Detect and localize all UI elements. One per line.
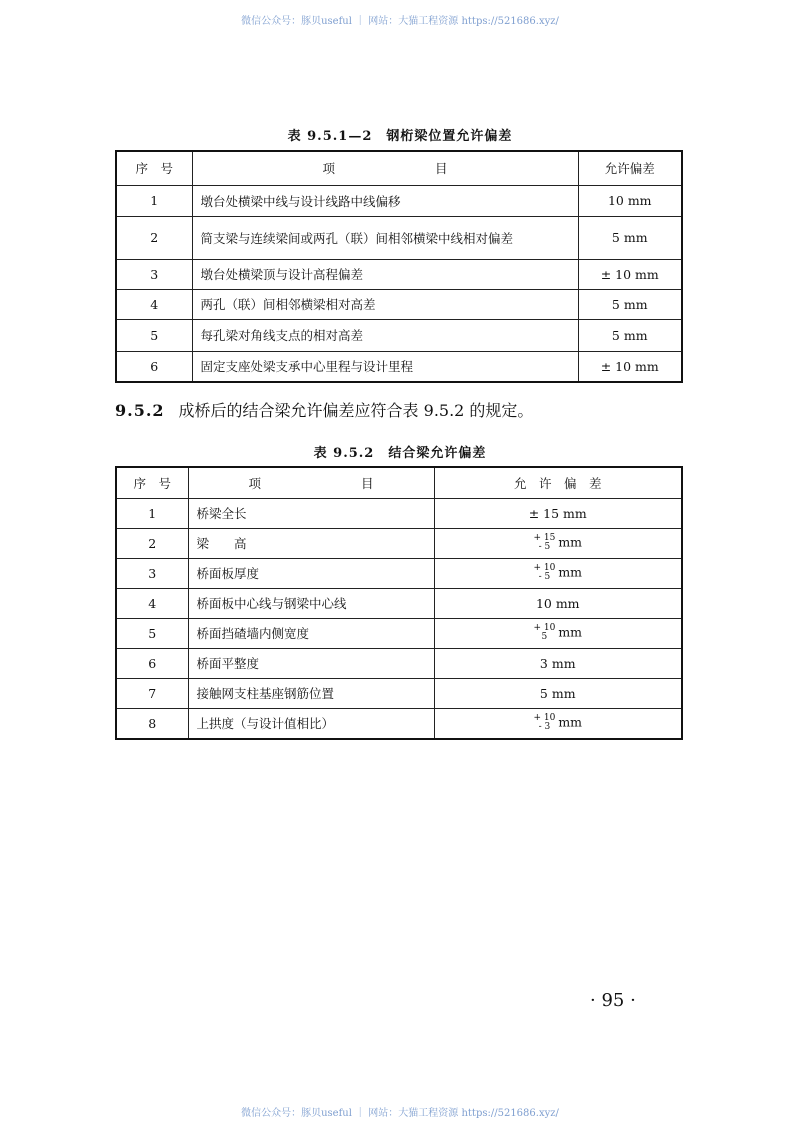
tolerance-cell xyxy=(434,558,682,588)
section-number: 9.5.2 xyxy=(115,401,165,420)
table1 xyxy=(115,150,683,383)
item-cell: 接触网支柱基座钢筋位置 xyxy=(188,678,434,708)
row-number: 5 xyxy=(116,618,188,648)
table-row xyxy=(116,289,682,319)
upper-tolerance: + 15 xyxy=(533,533,556,543)
item-cell: 墩台处横梁顶与设计高程偏差 xyxy=(192,259,578,289)
row-number: 8 xyxy=(116,708,188,739)
tolerance-cell: 3 mm xyxy=(434,648,682,678)
table-row xyxy=(116,648,682,678)
row-number: 5 xyxy=(116,319,192,351)
header-item: 项 目 xyxy=(192,151,578,185)
tolerance-cell: 10 mm xyxy=(578,185,682,216)
tolerance-cell: 10 mm xyxy=(434,588,682,618)
item-cell: 每孔梁对角线支点的相对高差 xyxy=(192,319,578,351)
item-cell: 墩台处横梁中线与设计线路中线偏移 xyxy=(192,185,578,216)
item-cell: 桥面板中心线与钢梁中心线 xyxy=(188,588,434,618)
row-number: 1 xyxy=(116,185,192,216)
table-row xyxy=(116,618,682,648)
table-row xyxy=(116,678,682,708)
table-row xyxy=(116,708,682,739)
item-cell: 上拱度（与设计值相比） xyxy=(188,708,434,739)
tolerance-cell xyxy=(434,618,682,648)
row-number: 2 xyxy=(116,528,188,558)
item-cell: 固定支座处梁支承中心里程与设计里程 xyxy=(192,351,578,382)
tolerance-unit: mm xyxy=(558,564,583,580)
tolerance-fraction xyxy=(533,714,555,732)
tolerance-fraction xyxy=(533,534,555,552)
row-number: 6 xyxy=(116,351,192,382)
tolerance-unit: mm xyxy=(558,714,583,730)
table-row xyxy=(116,319,682,351)
tolerance-cell xyxy=(434,528,682,558)
row-number: 4 xyxy=(116,289,192,319)
header-tolerance: 允 许 偏 差 xyxy=(434,467,682,498)
tolerance-cell: 5 mm xyxy=(578,319,682,351)
tolerance-fraction xyxy=(533,624,555,642)
upper-tolerance: + 10 xyxy=(533,623,556,633)
item-cell: 桥面平整度 xyxy=(188,648,434,678)
header-no: 序 号 xyxy=(116,467,188,498)
tolerance-unit: mm xyxy=(558,534,583,550)
section-heading xyxy=(115,398,533,421)
tolerance-cell: ± 15 mm xyxy=(434,498,682,528)
row-number: 4 xyxy=(116,588,188,618)
table-row xyxy=(116,185,682,216)
tolerance-cell xyxy=(434,708,682,739)
header-item: 项 目 xyxy=(188,467,434,498)
table2-caption: 表 9.5.2 结合梁允许偏差 xyxy=(313,446,487,461)
tolerance-cell: ± 10 mm xyxy=(578,351,682,382)
item-cell: 简支梁与连续梁间或两孔（联）间相邻横梁中线相对偏差 xyxy=(192,216,578,259)
table1-caption: 表 9.5.1—2 钢桁梁位置允许偏差 xyxy=(287,129,513,144)
lower-tolerance: - 5 xyxy=(538,542,551,552)
lower-tolerance: 5 xyxy=(541,632,548,642)
tolerance-cell: 5 mm xyxy=(434,678,682,708)
row-number: 3 xyxy=(116,259,192,289)
header-tolerance: 允许偏差 xyxy=(578,151,682,185)
tolerance-fraction xyxy=(533,564,555,582)
table-row xyxy=(116,588,682,618)
table-row xyxy=(116,528,682,558)
tolerance-cell: 5 mm xyxy=(578,216,682,259)
tolerance-cell: 5 mm xyxy=(578,289,682,319)
header-no: 序 号 xyxy=(116,151,192,185)
row-number: 3 xyxy=(116,558,188,588)
table-row xyxy=(116,259,682,289)
lower-tolerance: - 5 xyxy=(538,572,551,582)
tolerance-unit: mm xyxy=(558,624,583,640)
item-cell: 梁 高 xyxy=(188,528,434,558)
table-row xyxy=(116,558,682,588)
table1-header xyxy=(116,151,682,185)
row-number: 7 xyxy=(116,678,188,708)
row-number: 2 xyxy=(116,216,192,259)
item-cell: 桥梁全长 xyxy=(188,498,434,528)
tolerance-cell: ± 10 mm xyxy=(578,259,682,289)
watermark-top: 微信公众号：豚贝useful ｜ 网站：大猫工程资源 https://521686.xyz/ xyxy=(241,16,559,27)
item-cell: 桥面板厚度 xyxy=(188,558,434,588)
item-cell: 两孔（联）间相邻横梁相对高差 xyxy=(192,289,578,319)
page-number: · 95 · xyxy=(590,990,636,1011)
row-number: 1 xyxy=(116,498,188,528)
watermark-bottom: 微信公众号：豚贝useful ｜ 网站：大猫工程资源 https://521686.xyz/ xyxy=(241,1108,559,1119)
table-row xyxy=(116,351,682,382)
table2 xyxy=(115,466,683,740)
table-row xyxy=(116,216,682,259)
table2-header xyxy=(116,467,682,498)
section-text: 成桥后的结合梁允许偏差应符合表 9.5.2 的规定。 xyxy=(178,401,534,420)
lower-tolerance: - 3 xyxy=(538,722,551,733)
upper-tolerance: + 10 xyxy=(533,563,556,573)
upper-tolerance: + 10 xyxy=(533,713,556,724)
table-row xyxy=(116,498,682,528)
row-number: 6 xyxy=(116,648,188,678)
item-cell: 桥面挡碴墙内侧宽度 xyxy=(188,618,434,648)
